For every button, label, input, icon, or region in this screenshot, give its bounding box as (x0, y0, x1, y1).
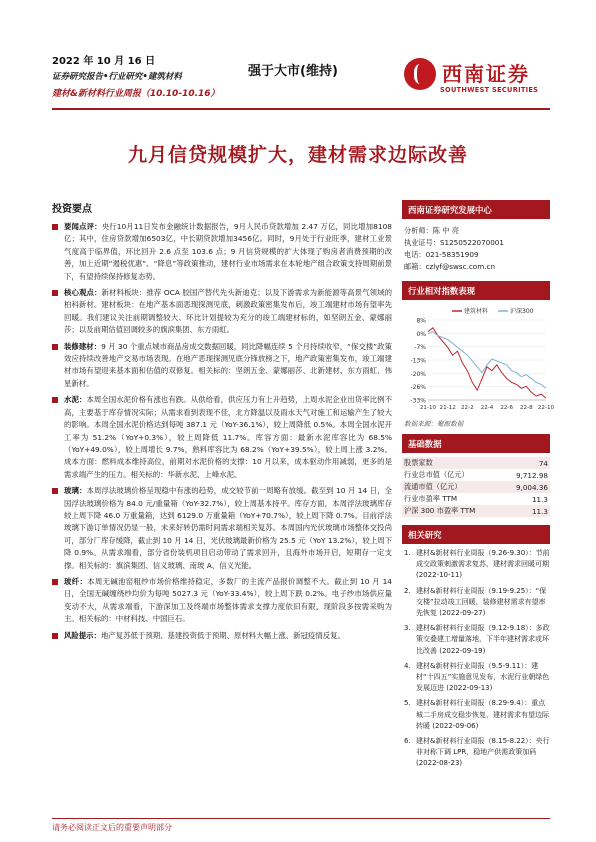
analyst-info (402, 219, 550, 281)
x-tick-label: 22-4 (480, 405, 494, 411)
related-report[interactable] (402, 548, 550, 582)
paragraph-lead: 玻纤： (64, 576, 88, 586)
related-report-title: 建材&新材料行业周报（9.12-9.18）：多政策交叠建工增量落地，下半年建材需求或环比改善 (2022-09-19) (416, 624, 550, 655)
page-title: 九月信贷规模扩大，建材需求边际改善 (127, 144, 468, 166)
y-tick-label: -26% (410, 384, 426, 392)
paragraph-text: 9 月 30 个重点城市商品房成交数据回暖，同比降幅连续 5 个月持续收窄，“保交楼”政策效应持续改善地产交易市场表现。在地产恶现探测见底分锋放榜之下，地产政策密集发布，竣工端建材市场有望迎来基本面和估值的双修复。相关标的：坚朗五金、蒙娜丽莎、北新建材、东方雨虹、伟星新材。 (64, 341, 392, 388)
key-point-paragraph (52, 576, 392, 626)
paragraph-text: 本周无碱池窑粗纱市场价格维持稳定，多数厂的主流产品报价调整不大。截止到 10 月 14 日，全国无碱缠绕纱均价为每吨 5027.3 元（YoY-33.4%），较上周下跌 0.2%。电子纱市场供应量变动不大，从需求端看，下游深加工及终端市场整体需求支撑力度依旧有限，现阶段多按需采购为主。相关标的：中材科技、中国巨石。 (64, 576, 392, 624)
paragraph-lead: 要闻点评： (64, 222, 102, 231)
related-research-list (402, 544, 550, 770)
basic-data-table (402, 457, 550, 517)
related-report-number: 6. (404, 737, 411, 746)
square-bullet-icon (52, 344, 58, 350)
y-tick-label: 8% (416, 317, 426, 325)
related-report[interactable] (402, 623, 550, 657)
y-tick-label: -33% (410, 397, 426, 405)
report-date: 2022 年 10 月 16 日 (52, 56, 156, 67)
data-label: 行业市盈率 TTM (404, 494, 458, 503)
legend-label: 建筑材料 (464, 308, 489, 315)
data-value: 9,004.36 (515, 482, 548, 492)
data-label: 股票家数 (404, 458, 433, 467)
table-row (402, 469, 550, 481)
paragraph-text: 新材料板块：推荐 OCA 胶国产替代先头新迪克；以及下游需求为新能源等高景气领域的柏科新材。建材板块：在地产基本面恶现探测见底，刺激政策密集发布后，竣工端建材市场有望率先回暖。我们建议关注前期调整较大、环比计划提较为充分的竣工端建材标的，如坚朗五金、蒙娜丽莎；以及前期估值回调较多的旗滨集团、东方雨虹。 (64, 288, 392, 335)
x-tick-label: 21-12 (439, 405, 456, 411)
square-bullet-icon (52, 224, 58, 230)
related-report[interactable] (402, 661, 550, 695)
related-report-number: 2. (404, 586, 411, 595)
report-header (0, 0, 596, 118)
y-tick-label: -7% (414, 344, 426, 352)
paragraph-lead: 水泥： (64, 395, 87, 405)
research-center-heading: 西南证券研究发展中心 (402, 200, 550, 219)
related-report-title: 建材&新材料行业周报（9.19-9.25）：“保交楼”拉动竣工回暖，装修建材需求有望率先恢复 (2022-09-27) (416, 586, 547, 618)
analyst-line: 邮箱：czlyf@swsc.com.cn (404, 262, 496, 271)
logo-emblem-icon (404, 58, 436, 90)
paragraph-lead: 玻璃： (64, 486, 87, 496)
line-chart (402, 304, 555, 416)
related-report-number: 1. (404, 549, 411, 557)
related-report-number: 5. (404, 699, 411, 708)
square-bullet-icon (52, 488, 58, 494)
key-point-paragraph (52, 630, 392, 642)
paragraph-list (52, 221, 392, 642)
square-bullet-icon (52, 633, 58, 639)
relative-index-chart (402, 304, 555, 416)
analyst-line: 执业证号：S1250522070001 (404, 238, 504, 247)
logo-name-cn: 西南证券 (442, 62, 530, 86)
logo-name-en: SOUTHWEST SECURITIES (440, 86, 539, 94)
square-bullet-icon (52, 579, 58, 585)
y-tick-label: -20% (410, 370, 426, 378)
data-value: 74 (538, 458, 548, 468)
x-tick-label: 22-2 (460, 405, 474, 411)
y-tick-label: 0% (416, 330, 426, 338)
related-report-title: 建材&新材料行业周报（8.15-8.22）：央行非对称下调 LPR，稳地产供需政策加码 (2022-08-23) (416, 737, 550, 768)
related-research-heading: 相关研究 (402, 525, 550, 544)
legend-label: 沪深300 (510, 308, 534, 315)
header-divider (52, 108, 550, 110)
basic-data-heading: 基础数据 (402, 434, 550, 453)
table-row (402, 481, 550, 493)
company-logo (400, 56, 550, 102)
related-report[interactable] (402, 698, 550, 732)
key-point-paragraph (52, 287, 392, 337)
square-bullet-icon (52, 290, 58, 296)
rating: 强于大市(维持) (248, 64, 338, 79)
key-point-paragraph (52, 341, 392, 391)
chart-source: 数据来源：聚源数据 (404, 420, 464, 428)
paragraph-text: 本周浮法玻璃价格呈现稳中有涨的趋势，成交较节前一周略有放缓。截至到 10 月 14 日，全国浮法玻璃价格为 84.0 元/重量箱（YoY-32.7%），较上周基本持平。库存方面，本周浮法玻璃库存较上周下降 46.0 万重量箱，达到 6129.0 万重量箱（YoY+70.7%），较上周下降 0.7%。目前浮法玻璃下游订单情况仍显一般，未来好转仍需时间需求端相关复苏。本周国内光伏玻璃市场整体交投尚可，部分厂库存缓降，截止到 10 月 14 日，光伏玻璃最新价格为 25.5 元（YoY 13.2%），较上周下降 0.9%。从需求端看，部分省份装机项目启动带动了需求回升，且海外市场开启，短期存一定支撑。相关标的：旗滨集团、信义玻璃、南玻 A、信义光能。 (64, 486, 392, 570)
x-tick-label: 22-8 (519, 405, 533, 411)
paragraph-lead: 装修建材： (64, 341, 102, 351)
x-tick-label: 21-10 (419, 405, 437, 411)
data-value: 11.3 (531, 494, 548, 504)
key-point-paragraph (52, 394, 392, 481)
section-heading: 投资要点 (52, 204, 92, 215)
key-point-paragraph (52, 485, 392, 572)
data-value: 9,712.98 (515, 470, 548, 480)
x-tick-label: 22-6 (500, 405, 514, 411)
related-report[interactable] (402, 586, 550, 620)
footer-disclaimer: 请务必阅读正文后的重要声明部分 (52, 823, 172, 832)
report-series: 建材&新材料行业周报（10.10-10.16） (52, 89, 220, 99)
footer-divider (52, 818, 550, 819)
related-report-number: 3. (404, 624, 411, 633)
report-category: 证券研究报告•行业研究•建筑材料 (52, 72, 182, 82)
related-report[interactable] (402, 736, 550, 770)
related-report-title: 建材&新材料行业周报（9.5-9.11）：建材“十四五”实施意见发布，水泥行业朝绿色发展迈进 (2022-09-13) (416, 661, 550, 693)
chart-heading: 行业相对指数表现 (402, 281, 550, 300)
square-bullet-icon (52, 397, 58, 403)
paragraph-text: 央行10月11日发布金融统计数据报告，9月人民币贷款增加 2.47 万亿，同比增加8108亿；其中，住房贷款增加6503亿，中长期贷款增加3456亿。同时，9月处于行业旺季，建材工业景气度高于临界值，环比回升 2.6 点至 103.6 点；9 月信贷规模的扩大体现了购房者消费预期的改善，加上近期“遏税优惠”、“降息”等政策推动，建材行业市场需求在本轮地产组合政策支持周期前景下，有望持续保持修复态势。 (64, 222, 392, 281)
data-label: 流通市值（亿元） (404, 482, 462, 491)
related-report-number: 4. (404, 661, 411, 670)
data-label: 行业总市值（亿元） (404, 470, 469, 479)
analyst-line: 电话：021-58351909 (404, 250, 479, 259)
related-report-title: 建材&新材料行业周报（8.29-9.4）：重点城二手房成交稳步恢复，建材需求有望边际转暖 (2022-09-06) (416, 699, 549, 730)
x-tick-label: 22-10 (537, 405, 555, 411)
paragraph-text: 本周全国水泥价格有涨也有跌。从供给看，供应压力有上升趋势，上周水泥企业出货率比例不高，主要基于库存情况实际；从需求看到表现不佳，北方降温以及雨水天气对施工和运输产生了较大的影响。本周全国水泥价格达到每吨 387.1 元（YoY-36.1%），较上周降低 0.5%。本周全国水泥开工率为 51.2%（YoY+0.3%），较上周降低 11.7%。库容方面：最新水泥库容比为 68.5%（YoY+49.0%），较上周增长 9.7%，熟料库容比为 68.2%（YoY+39.5%），较上周上涨 3.2%。成本方面：燃料成本维持高位，前期对水泥价格的支撑：10 月以来，成本驱动作用减弱，更多的是需求端产生的压力。相关标的：华新水泥、上峰水泥。 (64, 395, 392, 479)
key-point-paragraph (52, 221, 392, 283)
paragraph-lead: 风险提示： (64, 630, 101, 640)
sidebar (402, 200, 555, 774)
data-label: 沪深 300 市盈率 TTM (404, 506, 476, 515)
table-row (402, 457, 550, 469)
paragraph-lead: 核心观点： (64, 288, 102, 298)
paragraph-text: 地产复苏低于预期、基建投资低于预期、原材料大幅上涨、新冠疫情反复。 (100, 630, 345, 640)
investment-points (52, 200, 392, 646)
related-report-title: 建材&新材料行业周报（9.26-9.30）：节前成交政策刺激需求复苏，建材需求回暖可期 (2022-10-11) (416, 549, 550, 580)
y-tick-label: -13% (410, 357, 426, 365)
table-row (402, 493, 550, 505)
table-row (402, 505, 550, 517)
analyst-line: 分析师：陈 中 亮 (404, 226, 459, 235)
data-value: 11.3 (531, 506, 548, 516)
